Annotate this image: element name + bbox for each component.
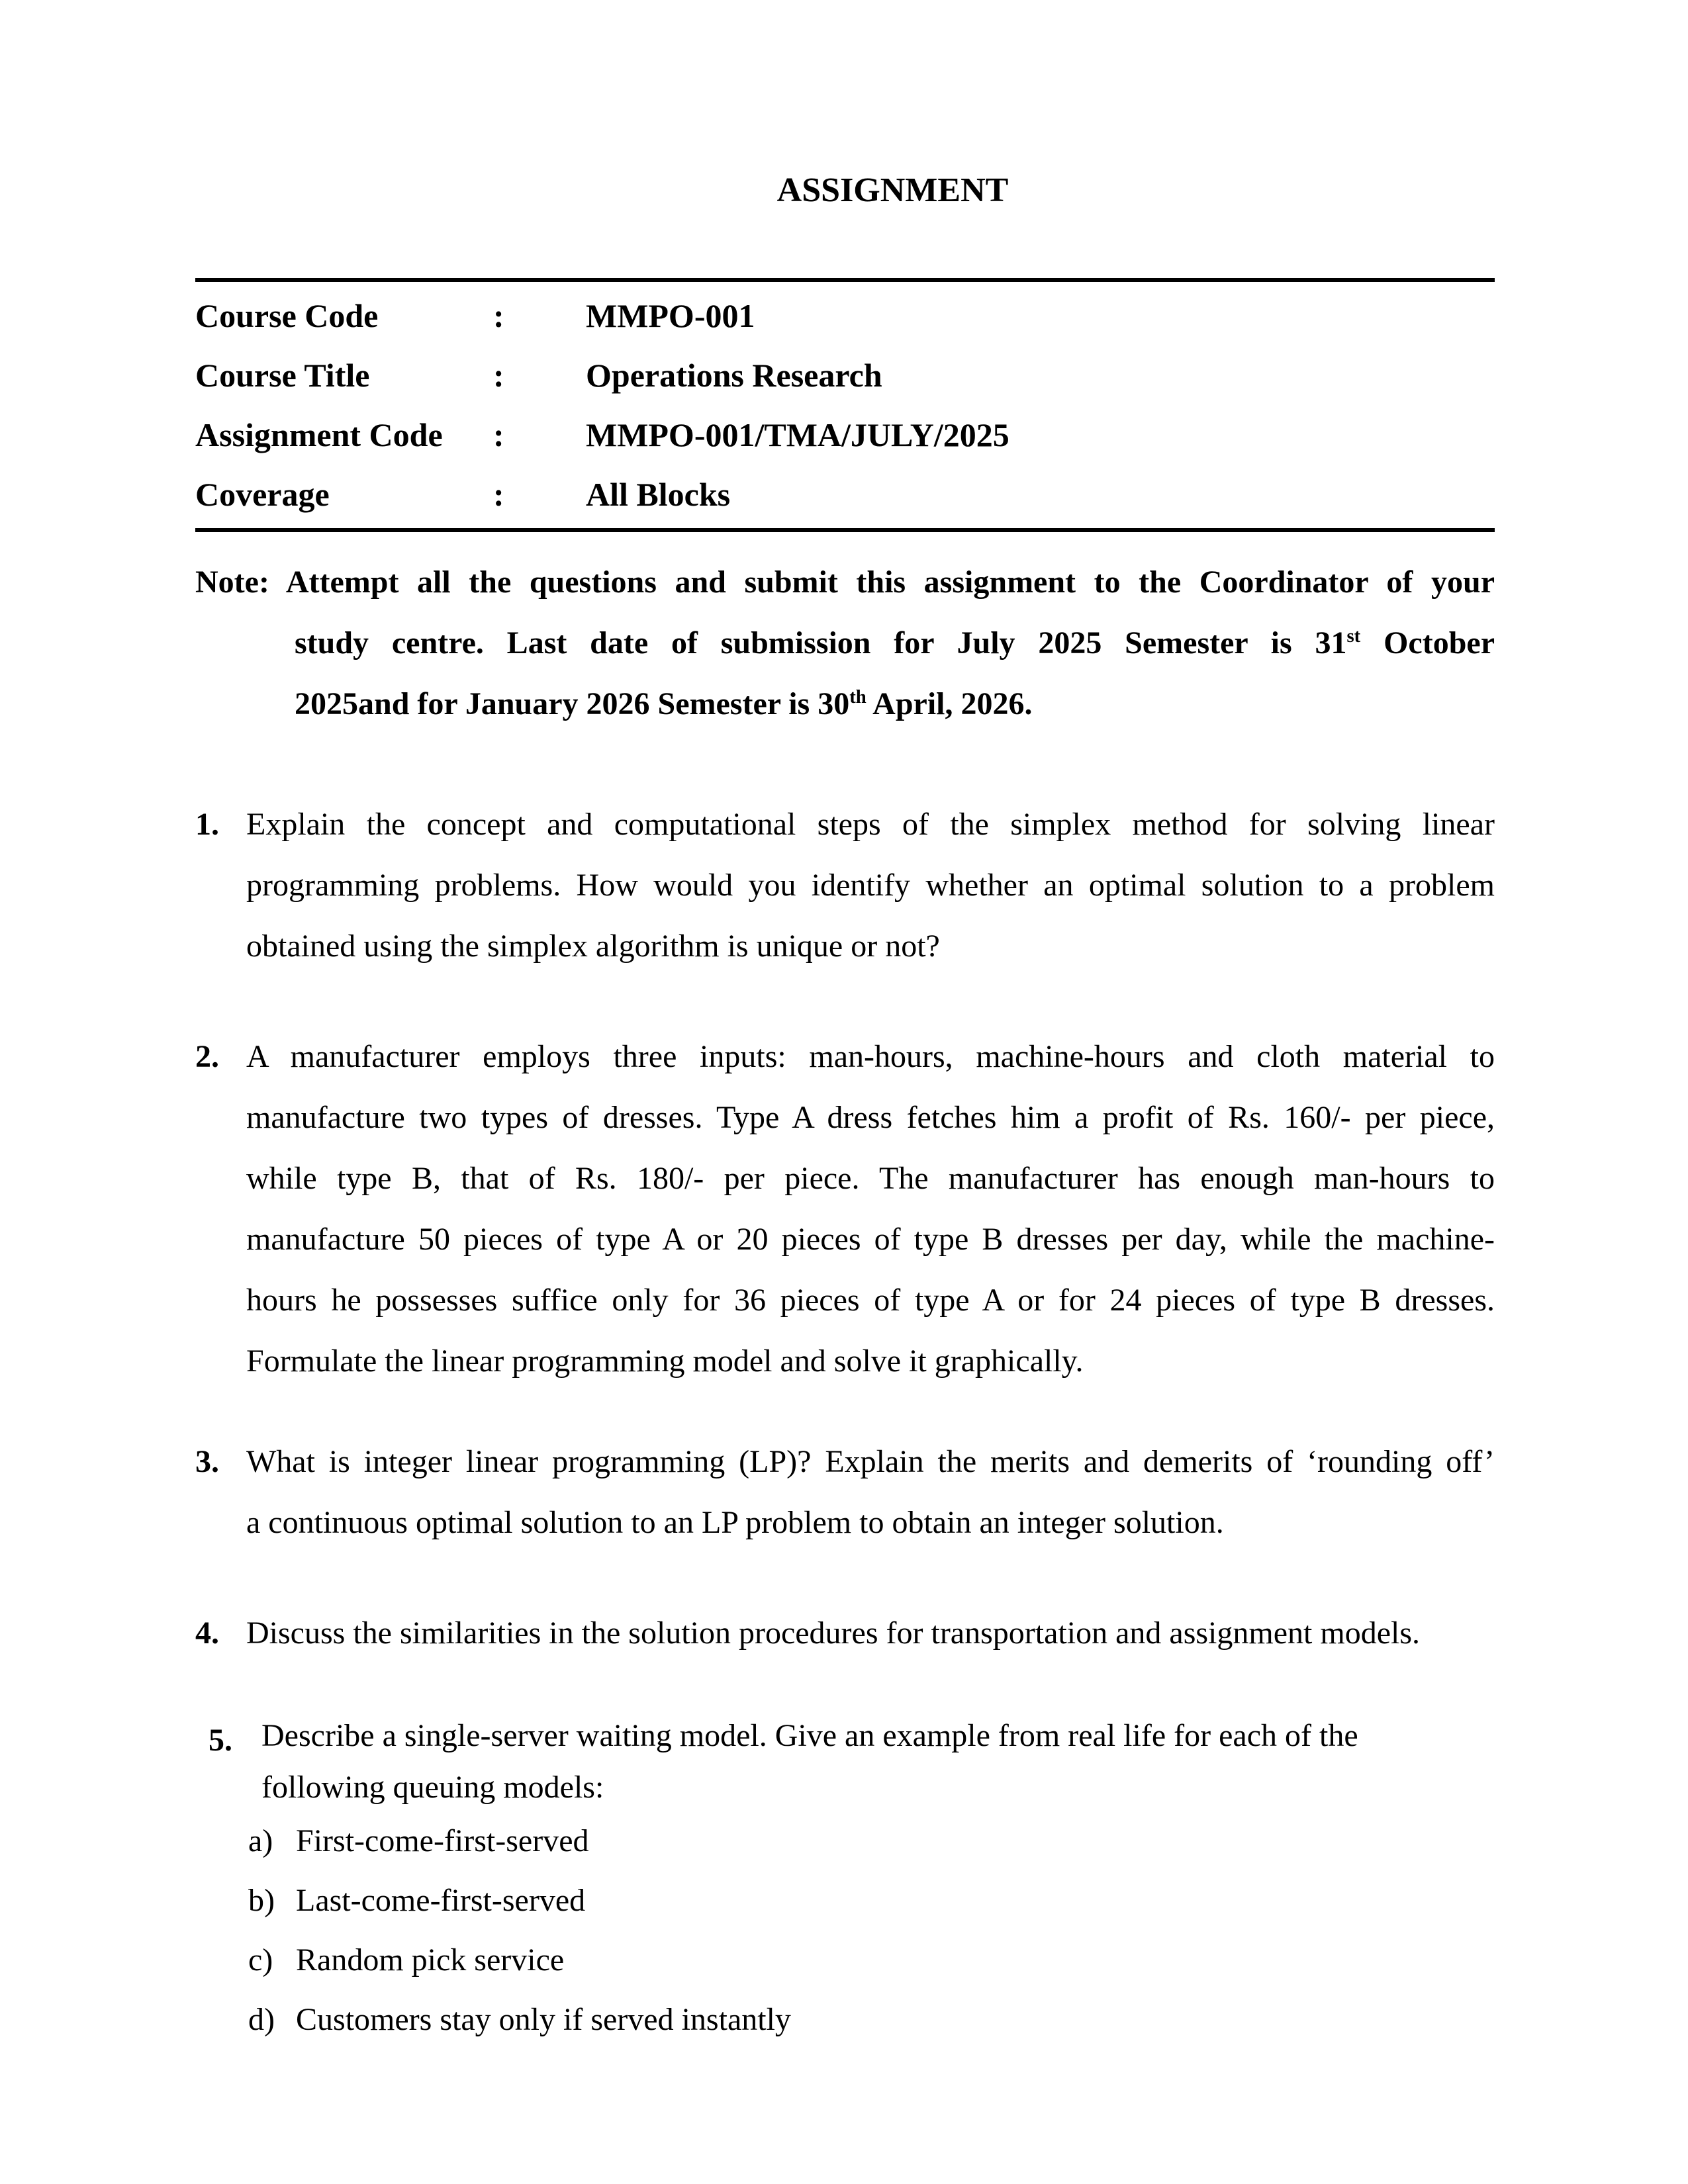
- question-number: 4.: [195, 1615, 219, 1651]
- row-value: MMPO-001/TMA/JULY/2025: [586, 416, 1009, 453]
- note-superscript-th: th: [849, 686, 867, 707]
- subitem-label: c): [248, 1942, 273, 1978]
- question-number: 1.: [195, 807, 219, 842]
- subitem-label: a): [248, 1823, 273, 1858]
- question-body: [246, 1603, 1495, 1664]
- document-content: [195, 0, 1495, 2040]
- question-line: Formulate the linear programming model and solve it graphically.: [246, 1343, 1084, 1379]
- question-line: A manufacturer employs three inputs: man-hours, machine-hours and cloth material to: [246, 1039, 1495, 1074]
- question-number: 2.: [195, 1039, 219, 1074]
- row-colon: :: [493, 476, 504, 513]
- row-colon: :: [493, 297, 504, 334]
- question-line: while type B, that of Rs. 180/- per piece. The manufacturer has enough man-hours to: [246, 1161, 1495, 1196]
- row-label: Assignment Code: [195, 416, 443, 453]
- row-colon: :: [493, 416, 504, 453]
- question-line: Describe a single-server waiting model. Give an example from real life for each of the: [261, 1718, 1358, 1753]
- question-4: [195, 1603, 1495, 1664]
- row-value: All Blocks: [586, 476, 731, 513]
- note-superscript-st: st: [1346, 625, 1361, 647]
- note-line-1: Note: Attempt all the questions and submit this assignment to the Coordinator of your: [195, 565, 1495, 600]
- note-paragraph: [195, 552, 1495, 735]
- question-line: Explain the concept and computational steps of the simplex method for solving linear: [246, 807, 1495, 842]
- table-row-assignment-code: [195, 405, 1495, 465]
- question-body: [246, 1026, 1495, 1392]
- question-body: [246, 1432, 1495, 1553]
- subitem-a: [248, 1821, 1495, 1861]
- subitem-text: Last-come-first-served: [296, 1883, 586, 1918]
- row-value: Operations Research: [586, 357, 882, 394]
- question-5: [209, 1710, 1495, 2040]
- question-line: manufacture two types of dresses. Type A dress fetches him a profit of Rs. 160/- per piece,: [246, 1100, 1495, 1135]
- note-line-3-tail: April, 2026.: [866, 686, 1033, 721]
- page-title: ASSIGNMENT: [776, 171, 1009, 209]
- question-1: [195, 794, 1495, 977]
- table-row-course-code: [195, 286, 1495, 345]
- question-line: manufacture 50 pieces of type A or 20 pieces of type B dresses per day, while the machine-: [246, 1222, 1495, 1257]
- course-info-table: [195, 278, 1495, 532]
- question-2: [195, 1026, 1495, 1392]
- note-line-3-text: 2025and for January 2026 Semester is 30: [295, 686, 850, 721]
- subitem-c: [248, 1940, 1495, 1980]
- table-row-coverage: [195, 465, 1495, 524]
- row-label: Course Code: [195, 297, 379, 334]
- question-line: What is integer linear programming (LP)? Explain the merits and demerits of ‘rounding off’: [246, 1444, 1495, 1479]
- subitem-text: Random pick service: [296, 1942, 565, 1978]
- note-line-2-text: study centre. Last date of submission for July 2025 Semester is 31: [295, 625, 1347, 660]
- question-body: [246, 794, 1495, 977]
- question-line: obtained using the simplex algorithm is unique or not?: [246, 929, 940, 964]
- note-line-2: [195, 613, 1495, 674]
- question-line: a continuous optimal solution to an LP problem to obtain an integer solution.: [246, 1505, 1224, 1540]
- row-label: Course Title: [195, 357, 370, 394]
- question-line: hours he possesses suffice only for 36 pieces of type A or for 24 pieces of type B dresses.: [246, 1283, 1495, 1318]
- table-row-course-title: [195, 345, 1495, 405]
- subitem-text: First-come-first-served: [296, 1823, 589, 1858]
- subitem-label: d): [248, 2002, 275, 2037]
- question-number: 5.: [209, 1723, 232, 1758]
- question-line: programming problems. How would you identify whether an optimal solution to a problem: [246, 868, 1495, 903]
- subitem-text: Customers stay only if served instantly: [296, 2002, 791, 2037]
- question-line: Discuss the similarities in the solution procedures for transportation and assignment models.: [246, 1615, 1421, 1651]
- row-label: Coverage: [195, 476, 330, 513]
- question-number: 3.: [195, 1444, 219, 1479]
- question-3: [195, 1432, 1495, 1553]
- question-line: following queuing models:: [261, 1770, 604, 1805]
- row-colon: :: [493, 357, 504, 394]
- note-line-3: [195, 674, 1495, 735]
- subitem-b: [248, 1881, 1495, 1921]
- subitem-d: [248, 2000, 1495, 2040]
- note-line-2-tail: October: [1360, 625, 1495, 660]
- question-body: [248, 1710, 1495, 2040]
- row-value: MMPO-001: [586, 297, 755, 334]
- subitem-label: b): [248, 1883, 275, 1918]
